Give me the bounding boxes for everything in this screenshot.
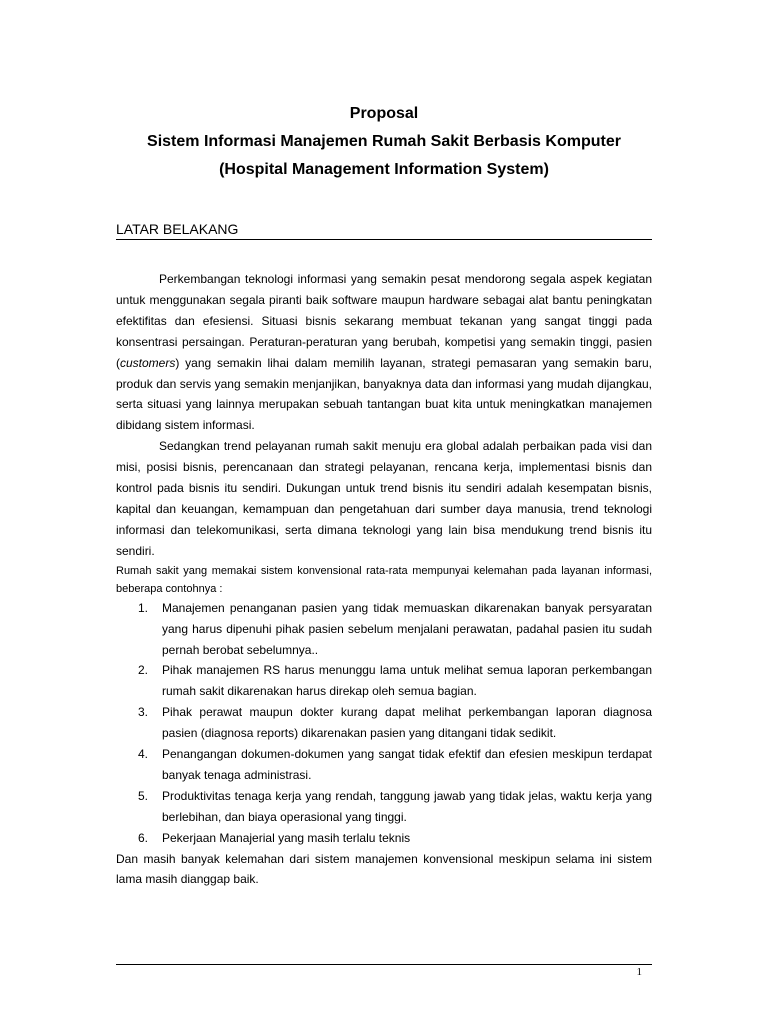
title-block — [116, 100, 652, 184]
title-line-1: Proposal — [349, 105, 419, 122]
body-text — [116, 269, 652, 890]
page-number: 1 — [636, 966, 642, 978]
list-number: 1. — [138, 600, 149, 615]
list-number: 3. — [138, 705, 149, 720]
list-number: 6. — [138, 830, 149, 845]
list-text: Pihak manajemen RS harus menunggu lama untuk melihat semua laporan perkembangan rumah sakit dikarenakan harus direkap oleh semua bagian. — [162, 663, 652, 699]
list-item — [116, 828, 652, 849]
list-text: Pihak perawat maupun dokter kurang dapat melihat perkembangan laporan diagnosa pasien (diagnosa reports) dikarenakan pasien yang ditangani tidak sedikit. — [162, 705, 652, 741]
paragraph-1-after: ) yang semakin lihai dalam memilih layanan, strategi pemasaran yang semakin baru, produk dan servis yang semakin menjanjikan, banyaknya data dan informasi yang mudah dijangkau, serta situasi yang lainnya merupakan sebuah tantangan buat kita untuk meningkatkan manajemen dibidang sistem informasi. — [116, 355, 652, 433]
document-page — [116, 0, 652, 1024]
list-number: 5. — [138, 788, 149, 803]
paragraph-3: Rumah sakit yang memakai sistem konvensional rata-rata mempunyai kelemahan pada layanan informasi, beberapa contohnya : — [116, 564, 652, 595]
title-line-2: Sistem Informasi Manajemen Rumah Sakit Berbasis Komputer — [147, 133, 621, 150]
list-item — [116, 598, 652, 661]
list-item — [116, 744, 652, 786]
list-text: Penangangan dokumen-dokumen yang sangat tidak efektif dan efesien meskipun terdapat banyak tenaga administrasi. — [162, 747, 652, 782]
footer-rule — [116, 964, 652, 965]
section-heading: LATAR BELAKANG — [116, 220, 652, 240]
list-text: Pekerjaan Manajerial yang masih terlalu teknis — [162, 830, 411, 845]
weakness-list — [116, 598, 652, 849]
paragraph-1-before: Perkembangan teknologi informasi yang semakin pesat mendorong segala aspek kegiatan untuk menggunakan segala piranti baik software maupun hardware sebagai alat bantu peningkatan efektifitas dan efesiensi. Situasi bisnis sekarang membuat tekanan yang sangat tinggi pada konsentrasi persaingan. Peraturan-peraturan yang berubah, kompetisi yang semakin tinggi, pasien ( — [116, 272, 652, 370]
list-item — [116, 702, 652, 744]
paragraph-1 — [116, 269, 652, 436]
list-item — [116, 786, 652, 828]
title-line-3: (Hospital Management Information System) — [219, 161, 549, 178]
list-text: Produktivitas tenaga kerja yang rendah, tanggung jawab yang tidak jelas, waktu kerja yang berlebihan, dan biaya operasional yang tinggi. — [162, 788, 652, 824]
paragraph-1-italic: customers — [120, 355, 176, 370]
list-text: Manajemen penanganan pasien yang tidak memuaskan dikarenakan banyak persyaratan yang harus dipenuhi pihak pasien sebelum menjalani perawatan, padahal pasien itu sudah pernah berobat sebelumnya.. — [162, 600, 652, 657]
paragraph-2: Sedangkan trend pelayanan rumah sakit menuju era global adalah perbaikan pada visi dan misi, posisi bisnis, perencanaan dan strategi pelayanan, rencana kerja, implementasi bisnis dan kontrol pada bisnis itu sendiri. Dukungan untuk trend bisnis itu sendiri adalah kesempatan bisnis, kapital dan keuangan, kemampuan dan pengetahuan dari sumber daya manusia, trend teknologi informasi dan telekomunikasi, serta dimana teknologi yang lain bisa mendukung trend bisnis itu sendiri. — [116, 439, 652, 558]
paragraph-4: Dan masih banyak kelemahan dari sistem manajemen konvensional meskipun selama ini sistem lama masih dianggap baik. — [116, 851, 652, 887]
list-number: 2. — [138, 663, 149, 678]
list-number: 4. — [138, 747, 149, 762]
list-item — [116, 660, 652, 702]
